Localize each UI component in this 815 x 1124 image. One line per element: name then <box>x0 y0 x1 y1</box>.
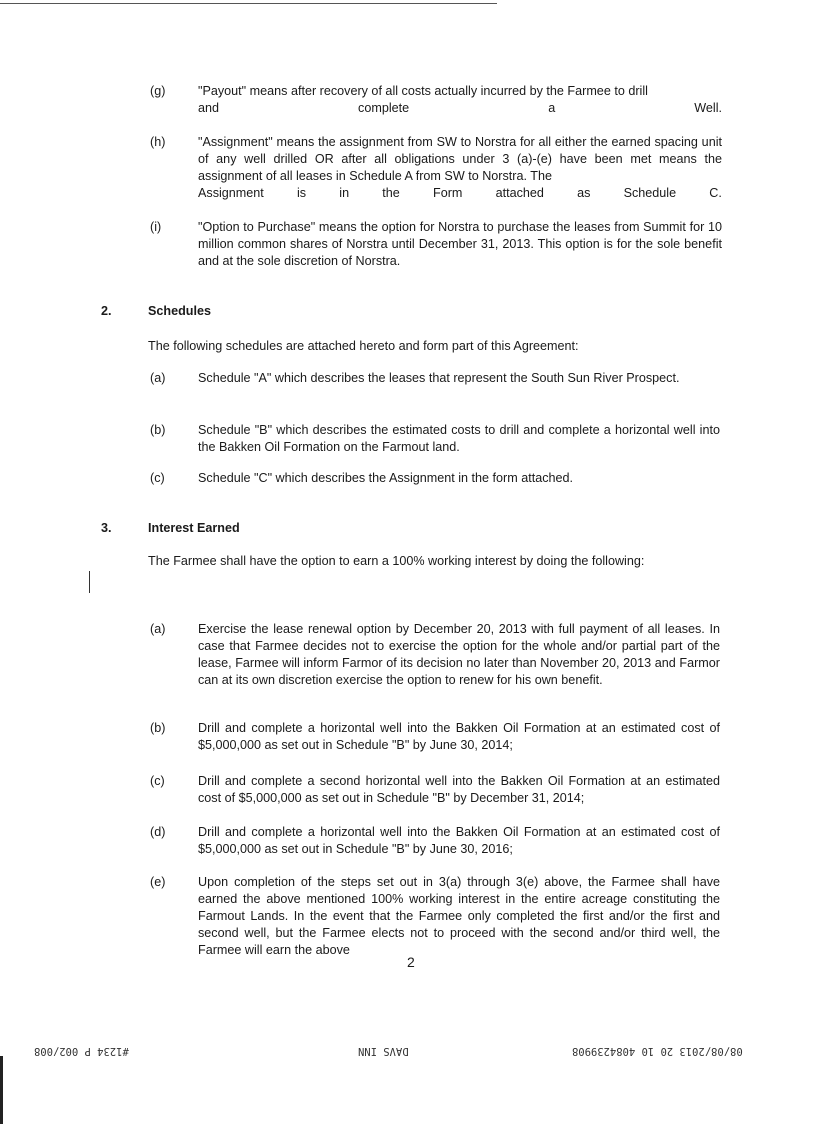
definition-label: (i) <box>150 220 162 234</box>
section-number: 3. <box>101 521 112 535</box>
definition-label: (h) <box>150 135 166 149</box>
item-label: (e) <box>150 875 166 889</box>
item-label: (b) <box>150 721 166 735</box>
section-intro: The Farmee shall have the option to earn a 100% working interest by doing the following: <box>148 554 645 568</box>
item-label: (c) <box>150 774 165 788</box>
section-title: Interest Earned <box>148 521 240 535</box>
definition-text: "Payout" means after recovery of all costs actually incurred by the Farmee to drill and complete a Well. <box>198 84 722 115</box>
item-label: (d) <box>150 825 166 839</box>
item-text: Schedule "B" which describes the estimated costs to drill and complete a horizontal well into the Bakken Oil Formation on the Farmout land. <box>198 423 720 454</box>
definition-label: (g) <box>150 84 166 98</box>
definition-text: "Option to Purchase" means the option for Norstra to purchase the leases from Summit for 10 million common shares of Norstra until December 31, 2013. This option is for the sole benefit and at the sole discretion of Norstra. <box>198 220 722 268</box>
item-text: Schedule "A" which describes the leases that represent the South Sun River Prospect. <box>198 371 680 385</box>
item-text: Drill and complete a second horizontal well into the Bakken Oil Formation at an estimated cost of $5,000,000 as set out in Schedule "B" by December 31, 2014; <box>198 774 720 805</box>
fax-footer-left: #1234 P 002/008 <box>34 1045 129 1057</box>
item-label: (b) <box>150 423 166 437</box>
section-title: Schedules <box>148 304 211 318</box>
section-number: 2. <box>101 304 112 318</box>
definition-text: "Assignment" means the assignment from SW to Norstra for all either the earned spacing unit of any well drilled OR after all obligations under 3 (a)-(e) have been met means the assignment of all leases in Schedule A from SW to Norstra. The Assignment is in the Form attached as Schedule C. <box>198 135 722 200</box>
scan-edge-bar <box>0 1056 3 1124</box>
item-label: (a) <box>150 371 166 385</box>
fax-footer-right: 08/08/2013 20 10 4084239908 <box>572 1045 743 1057</box>
section-intro: The following schedules are attached hereto and form part of this Agreement: <box>148 339 579 353</box>
top-rule <box>0 3 497 4</box>
page-number: 2 <box>407 954 415 970</box>
definition-last-line: Assignment is in the Form attached as Schedule C. <box>198 186 722 200</box>
item-text: Upon completion of the steps set out in 3(a) through 3(e) above, the Farmee shall have earned the above mentioned 100% working interest in the entire acreage constituting the Farmout Lands. In the event that the Farmee only completed the first and/or the first and second well, but the Farmee elects not to proceed with the second and/or third well, the Farmee will earn the above <box>198 875 720 957</box>
item-text: Schedule "C" which describes the Assignment in the form attached. <box>198 471 574 485</box>
item-label: (c) <box>150 471 165 485</box>
item-text: Drill and complete a horizontal well into the Bakken Oil Formation at an estimated cost of $5,000,000 as set out in Schedule "B" by June 30, 2014; <box>198 721 720 752</box>
item-text: Exercise the lease renewal option by December 20, 2013 with full payment of all leases. In case that Farmee decides not to exercise the option for the whole and/or partial part of the lease, Farmee will inform Farmor of its decision no later than November 20, 2013 and Farmor can at its own discretion exercise the option to renew for his own benefit. <box>198 622 720 687</box>
item-label: (a) <box>150 622 166 636</box>
margin-mark <box>89 571 90 593</box>
definition-last-line: and complete a Well. <box>198 101 722 115</box>
fax-footer-center: DAVS INN <box>358 1045 409 1057</box>
item-text: Drill and complete a horizontal well into the Bakken Oil Formation at an estimated cost of $5,000,000 as set out in Schedule "B" by June 30, 2016; <box>198 825 720 856</box>
